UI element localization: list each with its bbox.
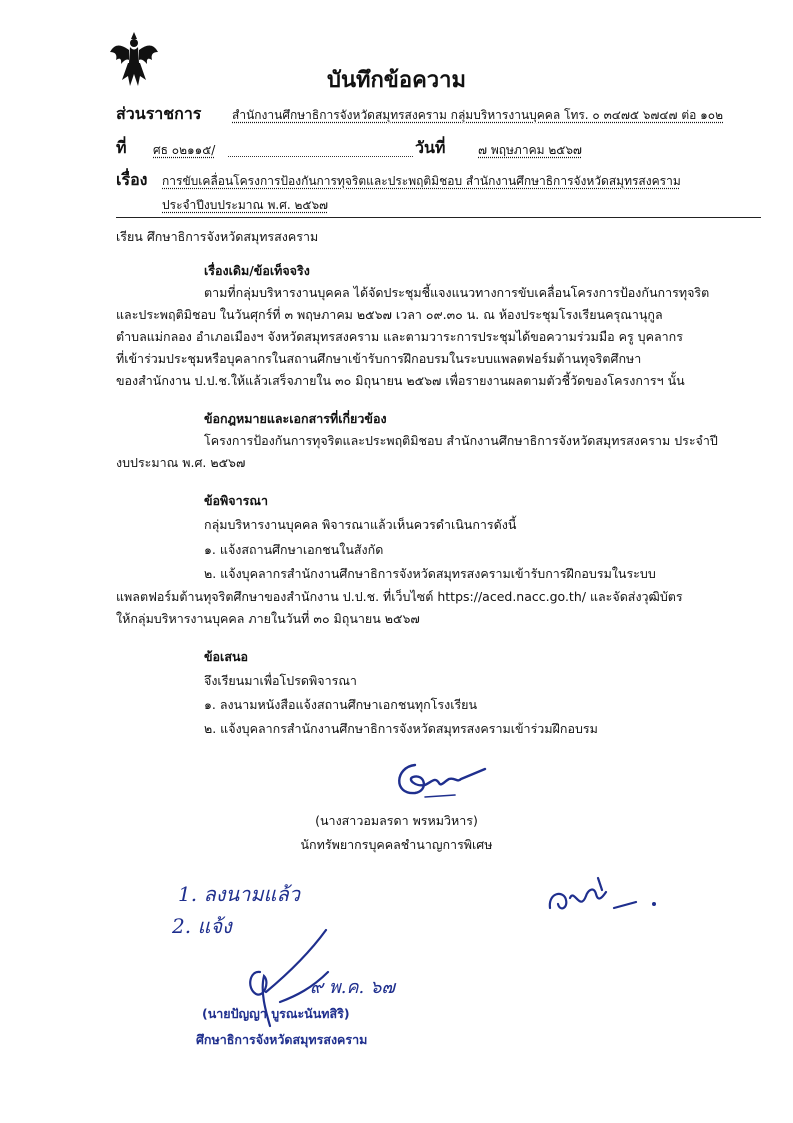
agency-value: สำนักงานศึกษาธิการจังหวัดสมุทรสงคราม กลุ่มบริหารงานบุคคล โทร. ๐ ๓๔๗๕ ๖๗๔๗ ต่อ ๑๐๒ [232, 108, 724, 122]
date-label: วันที่ [415, 138, 446, 157]
initials-mark [540, 868, 670, 928]
approval-date: ๙ พ.ค. ๖๗ [310, 977, 395, 998]
proposal-line: ๒. แจ้งบุคลากรสำนักงานศึกษาธิการจังหวัดสมุทรสงครามเข้าร่วมฝึกอบรม [204, 721, 598, 736]
consider-line: ๒. แจ้งบุคลากรสำนักงานศึกษาธิการจังหวัดสมุทรสงครามเข้ารับการฝึกอบรมในระบบ [204, 566, 656, 581]
approval-name: (นายปัญญา บูรณะนันทสิริ) [202, 1006, 350, 1021]
consider-line: ๑. แจ้งสถานศึกษาเอกชนในสังกัด [204, 542, 384, 557]
ref-label: ที่ [116, 138, 127, 157]
approval-note-2: 2. แจ้ง [172, 914, 232, 938]
subject-line-2: ประจำปีงบประมาณ พ.ศ. ๒๕๖๗ [162, 198, 329, 212]
salutation: เรียน ศึกษาธิการจังหวัดสมุทรสงคราม [116, 229, 319, 244]
facts-line: ตำบลแม่กลอง อำเภอเมืองฯ จังหวัดสมุทรสงคราม และตามวาระการประชุมได้ขอความร่วมมือ ครู บุคลากร [116, 329, 683, 344]
proposal-heading: ข้อเสนอ [204, 649, 249, 664]
facts-line: และประพฤติมิชอบ ในวันศุกร์ที่ ๓ พฤษภาคม ๒๕๖๗ เวลา ๐๙.๓๐ น. ณ ห้องประชุมโรงเรียนครุณานุกูล [116, 307, 663, 322]
signer-name: (นางสาวอมลรดา พรหมวิหาร) [315, 813, 478, 828]
header-divider [116, 217, 761, 218]
facts-line: ที่เข้าร่วมประชุมหรือบุคลากรในสถานศึกษาเข้ารับการฝึกอบรมในระบบแพลตฟอร์มต้านทุจริตศึกษา [116, 351, 642, 366]
memo-title: บันทึกข้อความ [326, 68, 466, 93]
approval-note-1: 1. ลงนามแล้ว [178, 882, 300, 906]
law-line: โครงการป้องกันการทุจริตและประพฤติมิชอบ สำนักงานศึกษาธิการจังหวัดสมุทรสงคราม ประจำปี [204, 433, 718, 448]
subject-line-1: การขับเคลื่อนโครงการป้องกันการทุจริตและประพฤติมิชอบ สำนักงานศึกษาธิการจังหวัดสมุทรสงคราม [162, 174, 681, 188]
subject-label: เรื่อง [116, 170, 148, 189]
signer-signature [385, 755, 495, 805]
consider-heading: ข้อพิจารณา [204, 493, 268, 508]
facts-heading: เรื่องเดิม/ข้อเท็จจริง [204, 263, 310, 278]
consider-line: ให้กลุ่มบริหารงานบุคคล ภายในวันที่ ๓๐ มิถุนายน ๒๕๖๗ [116, 611, 420, 626]
ref-leader [228, 156, 413, 157]
approval-position: ศึกษาธิการจังหวัดสมุทรสงคราม [196, 1032, 368, 1047]
consider-line: แพลตฟอร์มต้านทุจริตศึกษาของสำนักงาน ป.ป.ช. ที่เว็บไซต์ https://aced.nacc.go.th/ และจัดส่งวุฒิบัตร [116, 589, 683, 604]
signer-position: นักทรัพยากรบุคคลชำนาญการพิเศษ [300, 837, 493, 852]
law-line: งบประมาณ พ.ศ. ๒๕๖๗ [116, 455, 246, 470]
facts-line: ตามที่กลุ่มบริหารงานบุคคล ได้จัดประชุมชี้แจงแนวทางการขับเคลื่อนโครงการป้องกันการทุจริต [204, 285, 710, 300]
law-heading: ข้อกฎหมายและเอกสารที่เกี่ยวข้อง [204, 411, 387, 426]
agency-label: ส่วนราชการ [116, 104, 202, 123]
proposal-line: ๑. ลงนามหนังสือแจ้งสถานศึกษาเอกชนทุกโรงเรียน [204, 697, 478, 712]
proposal-line: จึงเรียนมาเพื่อโปรดพิจารณา [204, 673, 357, 688]
consider-line: กลุ่มบริหารงานบุคคล พิจารณาแล้วเห็นควรดำเนินการดังนี้ [204, 517, 517, 532]
ref-value: ศธ ๐๒๑๑๕/ [153, 143, 216, 157]
date-value: ๗ พฤษภาคม ๒๕๖๗ [478, 143, 582, 157]
facts-line: ของสำนักงาน ป.ป.ช.ให้แล้วเสร็จภายใน ๓๐ มิถุนายน ๒๕๖๗ เพื่อรายงานผลตามตัวชี้วัดของโครงการฯ นั้น [116, 373, 685, 388]
